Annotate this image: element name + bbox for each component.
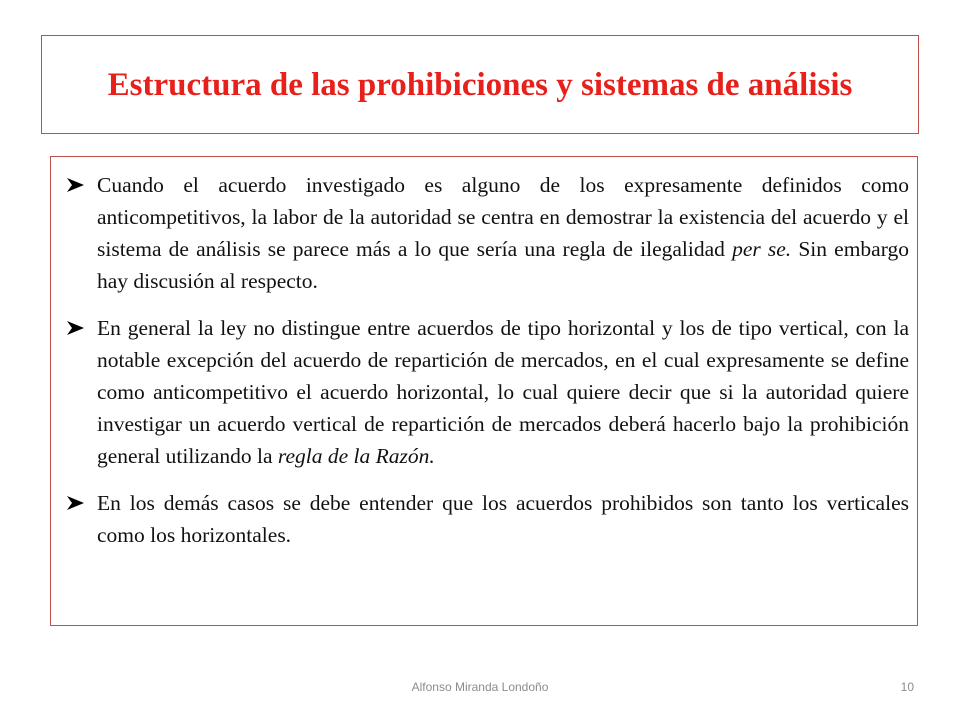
- bullet-text-2-emphasis: regla de la Razón.: [277, 444, 435, 468]
- bullet-text-3: [97, 487, 909, 551]
- content-box: [50, 156, 918, 626]
- bullet-text-2: [97, 312, 909, 472]
- bullet-list: [51, 157, 917, 551]
- bullet-item-2: [67, 312, 909, 472]
- arrowhead-bullet-icon: [67, 487, 97, 519]
- bullet-text-2-main: En general la ley no distingue entre acuerdos de tipo horizontal y los de tipo vertical, con la notable excepción del acuerdo de repartición de mercados, en el cual expresamente se define como anticompetitivo el acuerdo horizontal, lo cual quiere decir que si la autoridad quiere investigar un acuerdo vertical de repartición de mercados deberá hacerlo bajo la prohibición general utilizando la: [97, 316, 909, 468]
- bullet-text-1-tail: Sin embargo hay discusión al respecto.: [97, 237, 909, 293]
- bullet-text-1: [97, 169, 909, 297]
- arrowhead-bullet-icon: [67, 169, 97, 201]
- bullet-text-1-main: Cuando el acuerdo investigado es alguno de los expresamente definidos como anticompetitivos, la labor de la autoridad se centra en demostrar la existencia del acuerdo y el sistema de análisis se parece más a lo que sería una regla de ilegalidad: [97, 173, 909, 261]
- title-box: [41, 35, 919, 134]
- page-number: 10: [900, 680, 914, 694]
- bullet-item-3: [67, 487, 909, 551]
- arrowhead-bullet-icon: [67, 312, 97, 344]
- bullet-text-3-main: En los demás casos se debe entender que los acuerdos prohibidos son tanto los verticales como los horizontales.: [97, 491, 909, 547]
- slide-title: Estructura de las prohibiciones y sistemas de análisis: [107, 66, 853, 103]
- bullet-item-1: [67, 169, 909, 297]
- footer-author: Alfonso Miranda Londoño: [411, 680, 549, 694]
- bullet-text-1-emphasis: per se.: [732, 237, 792, 261]
